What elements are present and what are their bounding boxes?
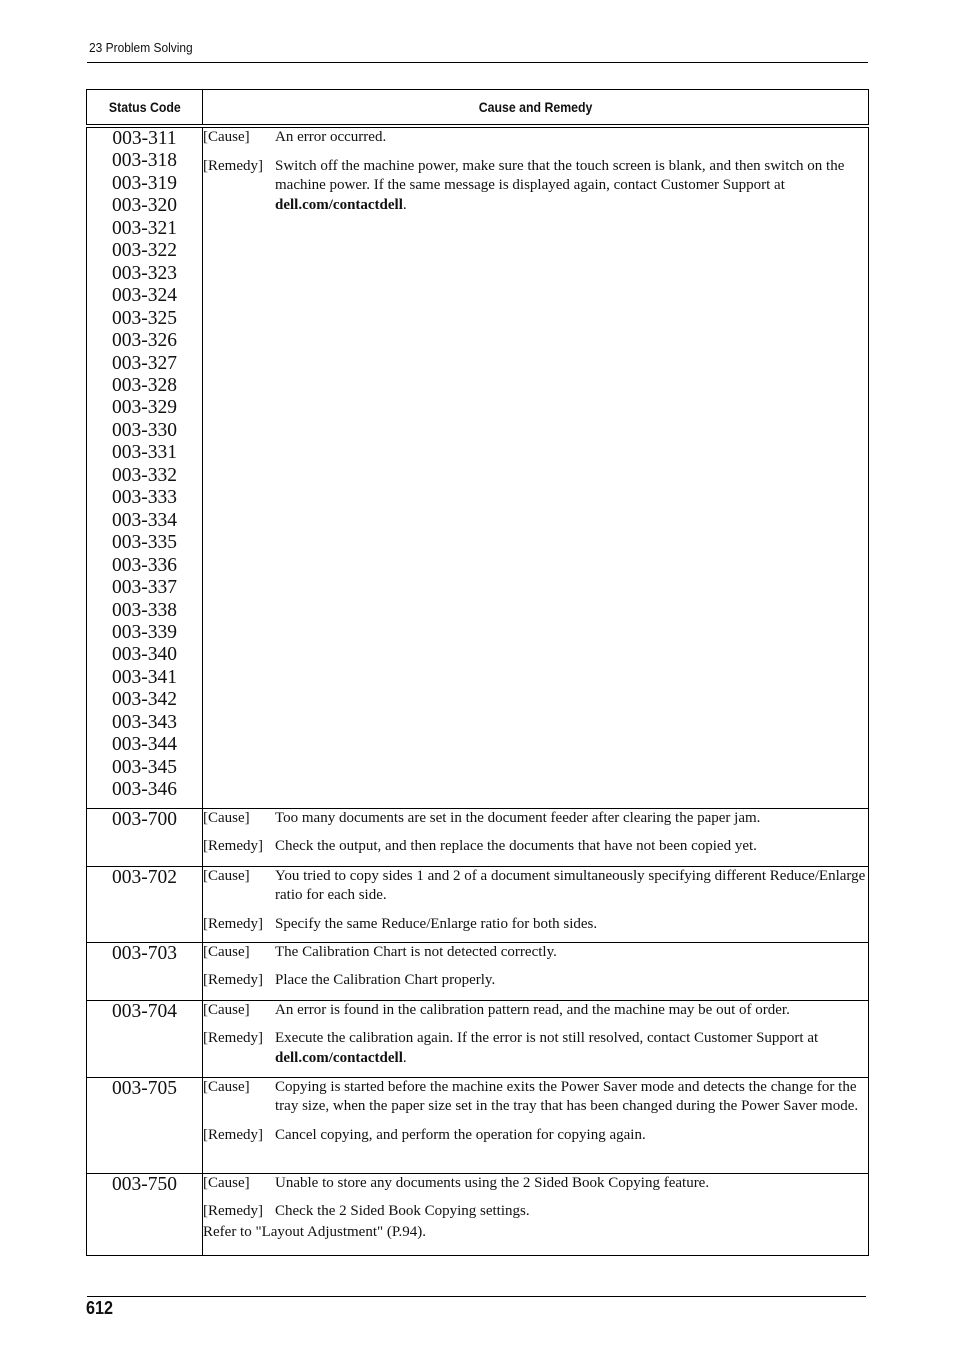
cause-label: [Cause] bbox=[203, 1174, 250, 1191]
status-code: 003-323 bbox=[112, 262, 177, 284]
table-header-row bbox=[87, 90, 869, 127]
remedy-entry bbox=[203, 157, 868, 216]
cause-remedy-cell bbox=[203, 1077, 869, 1173]
status-code-cell bbox=[87, 1173, 203, 1255]
status-code: 003-328 bbox=[112, 374, 177, 396]
status-code-cell bbox=[87, 866, 203, 942]
table-row bbox=[87, 866, 869, 942]
remedy-label: [Remedy] bbox=[203, 915, 263, 932]
footer-divider bbox=[87, 1296, 866, 1297]
cause-entry bbox=[203, 809, 868, 829]
cause-remedy-cell bbox=[203, 1000, 869, 1077]
table-row bbox=[87, 942, 869, 1000]
cause-entry bbox=[203, 128, 868, 148]
table-row bbox=[87, 1173, 869, 1255]
status-code: 003-335 bbox=[112, 532, 177, 554]
status-code: 003-332 bbox=[112, 464, 177, 486]
remedy-label: [Remedy] bbox=[203, 838, 263, 854]
cause-remedy-cell bbox=[203, 942, 869, 1000]
status-code: 003-324 bbox=[112, 285, 177, 307]
cause-entry bbox=[203, 867, 868, 906]
status-code: 003-322 bbox=[112, 240, 177, 262]
remedy-label: [Remedy] bbox=[203, 157, 263, 174]
remedy-entry bbox=[203, 971, 868, 991]
support-link[interactable]: dell.com/contactdell bbox=[275, 1049, 403, 1066]
header-divider bbox=[87, 62, 868, 63]
status-code: 003-702 bbox=[112, 866, 177, 888]
status-code: 003-705 bbox=[112, 1077, 177, 1099]
remedy-text: Check the 2 Sided Book Copying settings. bbox=[275, 1203, 530, 1219]
status-code: 003-321 bbox=[112, 217, 177, 239]
status-code: 003-343 bbox=[112, 711, 177, 733]
status-code-list bbox=[87, 126, 203, 808]
cause-remedy-cell bbox=[203, 126, 869, 808]
status-code: 003-345 bbox=[112, 756, 177, 778]
cause-entry bbox=[203, 943, 868, 963]
status-code: 003-334 bbox=[112, 509, 177, 531]
status-code: 003-338 bbox=[112, 599, 177, 621]
table-row bbox=[87, 1077, 869, 1173]
cause-entry bbox=[203, 1001, 868, 1021]
remedy-label: [Remedy] bbox=[203, 1126, 263, 1143]
page-number: 612 bbox=[86, 1298, 114, 1318]
status-code-cell bbox=[87, 1077, 203, 1173]
remedy-text: Check the output, and then replace the documents that have not been copied yet. bbox=[275, 838, 757, 854]
status-code: 003-703 bbox=[112, 942, 177, 964]
status-code-cell bbox=[87, 808, 203, 866]
status-code: 003-337 bbox=[112, 577, 177, 599]
cause-label: [Cause] bbox=[203, 129, 250, 145]
cause-text: The Calibration Chart is not detected correctly. bbox=[275, 943, 557, 960]
remedy-entry bbox=[203, 1202, 868, 1222]
cause-text: You tried to copy sides 1 and 2 of a document simultaneously specifying different Reduce/Enlarge ratio for each side. bbox=[275, 867, 866, 903]
status-code: 003-319 bbox=[112, 172, 177, 194]
remedy-text: Execute the calibration again. If the error is not still resolved, contact Customer Support at dell.com/contactdell. bbox=[275, 1030, 819, 1066]
cause-text: Copying is started before the machine exits the Power Saver mode and detects the change for the tray size, when the paper size set in the tray that has been changed during the Power Saver mode. bbox=[275, 1078, 859, 1114]
cause-label: [Cause] bbox=[203, 867, 250, 884]
column-header-status-code: Status Code bbox=[87, 90, 203, 127]
support-link[interactable]: dell.com/contactdell bbox=[275, 196, 403, 213]
column-header-cause-remedy: Cause and Remedy bbox=[203, 90, 869, 127]
table-row bbox=[87, 1000, 869, 1077]
status-code: 003-340 bbox=[112, 644, 177, 666]
status-code-table bbox=[86, 89, 869, 1256]
status-code: 003-339 bbox=[112, 621, 177, 643]
reference-link[interactable]: Refer to "Layout Adjustment" (P.94). bbox=[203, 1223, 427, 1240]
cause-text: Too many documents are set in the document feeder after clearing the paper jam. bbox=[275, 809, 761, 826]
remedy-text: Switch off the machine power, make sure that the touch screen is blank, and then switch on the machine power. If the same message is displayed again, contact Customer Support at dell.com/contactdell. bbox=[275, 157, 845, 213]
cause-remedy-cell bbox=[203, 1173, 869, 1255]
remedy-label: [Remedy] bbox=[203, 972, 263, 988]
status-code: 003-341 bbox=[112, 666, 177, 688]
status-code: 003-346 bbox=[112, 779, 177, 801]
status-code-cell bbox=[87, 942, 203, 1000]
remedy-entry bbox=[203, 1126, 868, 1146]
status-code: 003-311 bbox=[112, 128, 177, 149]
remedy-entry bbox=[203, 837, 868, 857]
status-code: 003-700 bbox=[112, 808, 177, 830]
remedy-entry bbox=[203, 915, 868, 935]
status-code: 003-344 bbox=[112, 734, 177, 756]
remedy-text: Place the Calibration Chart properly. bbox=[275, 972, 496, 988]
status-code: 003-704 bbox=[112, 1000, 177, 1022]
status-code: 003-329 bbox=[112, 397, 177, 419]
cause-remedy-cell bbox=[203, 808, 869, 866]
remedy-label: [Remedy] bbox=[203, 1030, 263, 1046]
cause-entry bbox=[203, 1078, 868, 1117]
cause-entry bbox=[203, 1174, 868, 1194]
status-code: 003-326 bbox=[112, 330, 177, 352]
status-code: 003-333 bbox=[112, 487, 177, 509]
remedy-label: [Remedy] bbox=[203, 1203, 263, 1219]
table-row bbox=[87, 808, 869, 866]
table-row bbox=[87, 126, 869, 808]
cause-remedy-cell bbox=[203, 866, 869, 942]
status-code: 003-327 bbox=[112, 352, 177, 374]
status-code: 003-336 bbox=[112, 554, 177, 576]
status-code: 003-320 bbox=[112, 195, 177, 217]
cause-label: [Cause] bbox=[203, 809, 250, 826]
remedy-entry bbox=[203, 1029, 868, 1068]
status-code: 003-325 bbox=[112, 307, 177, 329]
cause-text: An error occurred. bbox=[275, 129, 387, 145]
cause-label: [Cause] bbox=[203, 943, 250, 960]
remedy-text: Cancel copying, and perform the operation for copying again. bbox=[275, 1126, 646, 1143]
cause-label: [Cause] bbox=[203, 1078, 250, 1095]
cause-text: An error is found in the calibration pattern read, and the machine may be out of order. bbox=[275, 1001, 790, 1018]
status-code-cell bbox=[87, 1000, 203, 1077]
status-code: 003-318 bbox=[112, 150, 177, 172]
status-code: 003-330 bbox=[112, 419, 177, 441]
status-code: 003-331 bbox=[112, 442, 177, 464]
cause-text: Unable to store any documents using the 2 Sided Book Copying feature. bbox=[275, 1174, 710, 1191]
section-header: 23 Problem Solving bbox=[89, 40, 193, 55]
cause-label: [Cause] bbox=[203, 1001, 250, 1018]
status-code: 003-750 bbox=[112, 1173, 177, 1195]
remedy-text: Specify the same Reduce/Enlarge ratio for both sides. bbox=[275, 915, 598, 932]
status-code: 003-342 bbox=[112, 689, 177, 711]
